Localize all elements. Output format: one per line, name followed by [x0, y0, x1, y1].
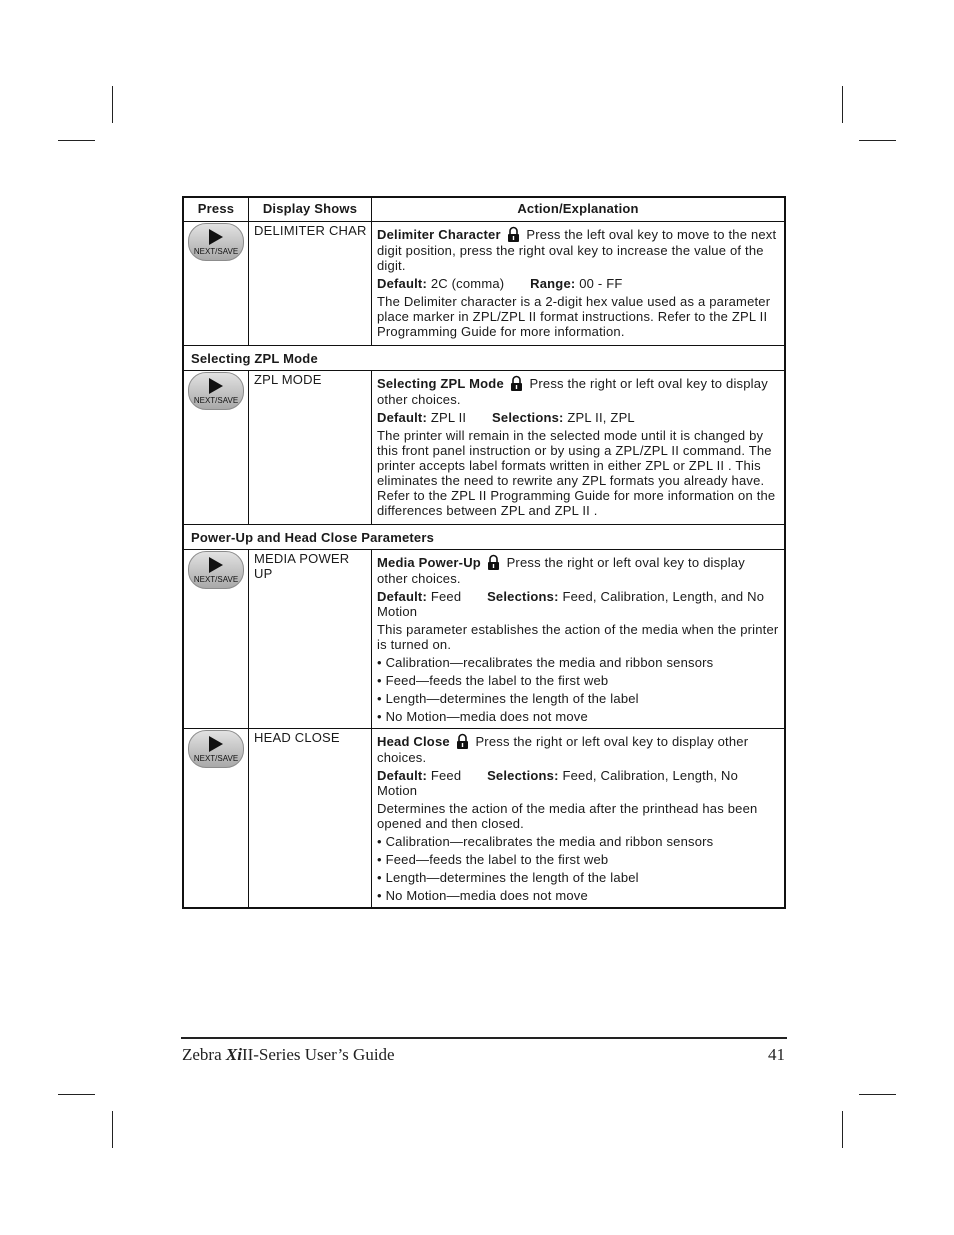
default-value: Feed: [430, 768, 462, 783]
section-row: [183, 525, 785, 550]
action-cell: [372, 371, 786, 525]
section-row: [183, 346, 785, 371]
list-item: • No Motion—media does not move: [377, 888, 588, 903]
crop-mark: [58, 1094, 95, 1095]
description-text: This parameter establishes the action of the media when the printer is turned on.: [377, 622, 779, 652]
description-text: The Delimiter character is a 2-digit hex value used as a parameter place marker in ZPL/ZPL II format instructions. Refer to the ZPL II Programming Guide for more information.: [377, 294, 771, 339]
list-item: • Length—determines the length of the label: [377, 691, 639, 706]
section-heading: Power-Up and Head Close Parameters: [183, 525, 785, 550]
selections-label: Selections:: [487, 768, 559, 783]
list-item: • Feed—feeds the label to the first web: [377, 673, 609, 688]
next-save-key-icon: NEXT/SAVE: [188, 730, 244, 768]
range-label: Range:: [530, 276, 576, 291]
next-save-key-icon: NEXT/SAVE: [188, 372, 244, 410]
section-heading: Selecting ZPL Mode: [183, 346, 785, 371]
description-text: Determines the action of the media after the printhead has been opened and then closed.: [377, 801, 758, 831]
lock-icon: [487, 554, 500, 571]
list-item: • Feed—feeds the label to the first web: [377, 852, 609, 867]
list-item: • Calibration—recalibrates the media and ribbon sensors: [377, 834, 714, 849]
parameter-title: Media Power-Up: [377, 555, 481, 570]
default-label: Default:: [377, 410, 427, 425]
selections-value: ZPL II, ZPL: [567, 410, 635, 425]
crop-mark: [112, 1111, 113, 1148]
default-value: ZPL II: [430, 410, 467, 425]
lock-icon: [456, 733, 469, 750]
action-cell: [372, 222, 786, 346]
footer-title: Zebra XiII-Series User’s Guide: [182, 1045, 395, 1064]
next-save-key-icon: NEXT/SAVE: [188, 551, 244, 589]
default-value: 2C (comma): [430, 276, 505, 291]
parameter-title: Head Close: [377, 734, 450, 749]
press-cell: [183, 222, 249, 346]
selections-value: Feed, Calibration, Length, and No Motion: [377, 589, 765, 619]
action-cell: [372, 729, 786, 908]
display-cell: DELIMITER CHAR: [249, 222, 372, 346]
selections-value: Feed, Calibration, Length, No Motion: [377, 768, 739, 798]
list-item: • Length—determines the length of the label: [377, 870, 639, 885]
instruction-text: Press the right or left oval key to display other choices.: [377, 555, 745, 586]
crop-mark: [842, 86, 843, 123]
default-value: Feed: [430, 589, 462, 604]
selections-label: Selections:: [492, 410, 564, 425]
display-cell: MEDIA POWER UP: [249, 550, 372, 729]
default-label: Default:: [377, 768, 427, 783]
crop-mark: [859, 1094, 896, 1095]
crop-mark: [842, 1111, 843, 1148]
crop-mark: [58, 140, 95, 141]
header-press: Press: [183, 197, 249, 222]
action-cell: [372, 550, 786, 729]
footer-brand-italic: Xi: [225, 1045, 242, 1064]
crop-mark: [859, 140, 896, 141]
parameter-table: [182, 196, 786, 909]
header-action: Action/Explanation: [372, 197, 786, 222]
crop-mark: [112, 86, 113, 123]
instruction-text: Press the left oval key to move to the next digit position, press the right oval key to increase the value of the digit.: [377, 227, 777, 273]
footer-rule: [181, 1037, 787, 1039]
parameter-title: Delimiter Character: [377, 227, 501, 242]
instruction-text: Press the right or left oval key to display other choices.: [377, 734, 749, 765]
press-cell: [183, 729, 249, 908]
table-row: [183, 371, 785, 525]
instruction-text: Press the right or left oval key to display other choices.: [377, 376, 768, 407]
next-save-key-icon: NEXT/SAVE: [188, 223, 244, 261]
lock-icon: [510, 375, 523, 392]
page-number: 41: [768, 1045, 785, 1064]
default-label: Default:: [377, 589, 427, 604]
table-row: [183, 729, 785, 908]
lock-icon: [507, 226, 520, 243]
table-row: [183, 222, 785, 346]
parameter-title: Selecting ZPL Mode: [377, 376, 504, 391]
header-display: Display Shows: [249, 197, 372, 222]
description-text: The printer will remain in the selected mode until it is changed by this front panel instruction or by using a ZPL/ZPL II command. The printer accepts label formats written in either ZPL or ZPL II . This eliminates the need to rewrite any ZPL formats you already have. Refer to the ZPL II Programming Guide for more information on the differences between ZPL and ZPL II .: [377, 428, 776, 518]
list-item: • No Motion—media does not move: [377, 709, 588, 724]
table-header-row: [183, 197, 785, 222]
table-row: [183, 550, 785, 729]
press-cell: [183, 550, 249, 729]
selections-label: Selections:: [487, 589, 559, 604]
display-cell: HEAD CLOSE: [249, 729, 372, 908]
display-cell: ZPL MODE: [249, 371, 372, 525]
press-cell: [183, 371, 249, 525]
default-label: Default:: [377, 276, 427, 291]
range-value: 00 - FF: [579, 276, 623, 291]
list-item: • Calibration—recalibrates the media and ribbon sensors: [377, 655, 714, 670]
